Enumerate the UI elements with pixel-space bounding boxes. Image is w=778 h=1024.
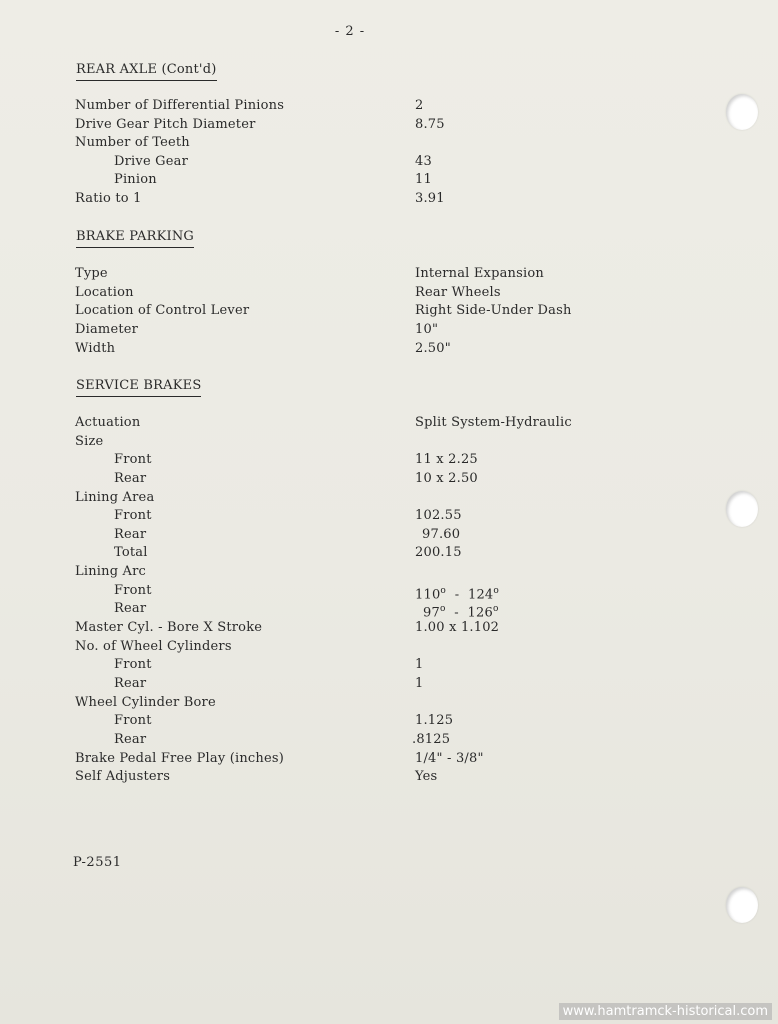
spec-value: Right Side-Under Dash: [415, 303, 572, 318]
spec-value: 10 x 2.50: [415, 471, 478, 486]
spec-label: Number of Teeth: [75, 135, 190, 150]
degree-mark: o: [492, 604, 499, 614]
spec-value: Internal Expansion: [415, 266, 544, 281]
spec-row: [0, 171, 700, 189]
spec-row: [0, 340, 700, 358]
spec-value: 2: [415, 98, 424, 113]
spec-value: Split System-Hydraulic: [415, 415, 572, 430]
degree-mark: o: [439, 604, 446, 614]
spec-label: Ratio to 1: [75, 191, 142, 206]
spec-label: Front: [114, 657, 152, 672]
spec-row: [0, 731, 700, 749]
spec-label: Diameter: [75, 322, 139, 337]
spec-label: Rear: [114, 471, 147, 486]
spec-row: [0, 750, 700, 768]
spec-label: Wheel Cylinder Bore: [75, 695, 216, 710]
spec-row: [0, 489, 700, 507]
spec-label: Drive Gear: [114, 154, 189, 169]
section-heading-rear-axle: REAR AXLE (Cont'd): [76, 62, 217, 81]
spec-row: [0, 190, 700, 208]
spec-row: [0, 526, 700, 544]
spec-row: [0, 265, 700, 283]
spec-value: 1.00 x 1.102: [415, 620, 500, 635]
spec-row: [0, 116, 700, 134]
punch-hole: [726, 491, 758, 527]
spec-label: Type: [75, 266, 108, 281]
spec-label: Rear: [114, 601, 147, 616]
spec-value: 11: [415, 172, 432, 187]
spec-row: [0, 284, 700, 302]
arc-max: 124: [467, 587, 494, 603]
spec-label: Master Cyl. - Bore X Stroke: [75, 620, 263, 635]
spec-label: Drive Gear Pitch Diameter: [75, 117, 256, 132]
spec-row: [0, 600, 700, 621]
punch-hole: [726, 887, 758, 923]
spec-value: .8125: [412, 732, 451, 747]
spec-value: 1: [415, 657, 424, 672]
spec-label: Total: [114, 545, 148, 560]
spec-label: No. of Wheel Cylinders: [75, 639, 232, 654]
spec-label: Rear: [114, 732, 147, 747]
arc-min: 110: [415, 587, 441, 603]
spec-label: Lining Area: [75, 490, 155, 505]
spec-label: Rear: [114, 676, 147, 691]
degree-mark: o: [440, 586, 447, 596]
spec-value: 3.91: [415, 191, 445, 206]
spec-row: [0, 694, 700, 712]
punch-hole: [726, 94, 758, 130]
arc-separator: -: [454, 587, 460, 603]
spec-row: [0, 712, 700, 730]
spec-label: Front: [114, 508, 152, 523]
spec-row: [0, 619, 700, 637]
spec-row: [0, 638, 700, 656]
spec-row: [0, 656, 700, 674]
arc-min: 97: [423, 605, 440, 621]
spec-label: Front: [114, 583, 152, 598]
spec-value: 43: [415, 154, 432, 169]
spec-label: Location of Control Lever: [75, 303, 250, 318]
page-number: - 2 -: [334, 24, 366, 39]
spec-row: [0, 153, 700, 171]
spec-value: 10": [415, 322, 439, 337]
section-heading-brake-parking: BRAKE PARKING: [76, 229, 194, 248]
spec-value: 8.75: [415, 117, 445, 132]
spec-value: 102.55: [415, 508, 462, 523]
spec-label: Rear: [114, 527, 147, 542]
spec-row: [0, 470, 700, 488]
spec-row: [0, 321, 700, 339]
section-heading-service-brakes: SERVICE BRAKES: [76, 378, 201, 397]
spec-label: Number of Differential Pinions: [75, 98, 285, 113]
spec-row: [0, 433, 700, 451]
spec-label: Self Adjusters: [75, 769, 171, 784]
spec-row: [0, 134, 700, 152]
spec-row: [0, 97, 700, 115]
spec-label: Brake Pedal Free Play (inches): [75, 751, 285, 766]
spec-row: [0, 768, 700, 786]
spec-label: Actuation: [75, 415, 141, 430]
spec-row: [0, 675, 700, 693]
degree-mark: o: [493, 586, 500, 596]
spec-value: 200.15: [415, 545, 462, 560]
spec-label: Width: [75, 341, 116, 356]
spec-label: Front: [114, 713, 152, 728]
spec-row: [0, 544, 700, 562]
spec-label: Location: [75, 285, 134, 300]
spec-value: Rear Wheels: [415, 285, 501, 300]
spec-value: 1.125: [415, 713, 454, 728]
source-watermark: www.hamtramck-historical.com: [559, 1003, 772, 1020]
spec-label: Front: [114, 452, 152, 467]
spec-label: Size: [75, 434, 104, 449]
arc-max: 126: [467, 605, 493, 621]
spec-value: 2.50": [415, 341, 451, 356]
spec-row: [0, 414, 700, 432]
spec-row: [0, 302, 700, 320]
spec-row: [0, 507, 700, 525]
spec-row: [0, 582, 700, 603]
spec-value: 97.60: [422, 527, 461, 542]
spec-value: 1/4" - 3/8": [415, 751, 484, 766]
spec-value: 11 x 2.25: [415, 452, 478, 467]
spec-label: Pinion: [114, 172, 157, 187]
spec-label: Lining Arc: [75, 564, 147, 579]
spec-row: [0, 451, 700, 469]
spec-value: Yes: [415, 769, 438, 784]
document-code: P-2551: [73, 855, 122, 870]
spec-value: 1: [415, 676, 424, 691]
arc-separator: -: [454, 605, 459, 621]
spec-row: [0, 563, 700, 581]
